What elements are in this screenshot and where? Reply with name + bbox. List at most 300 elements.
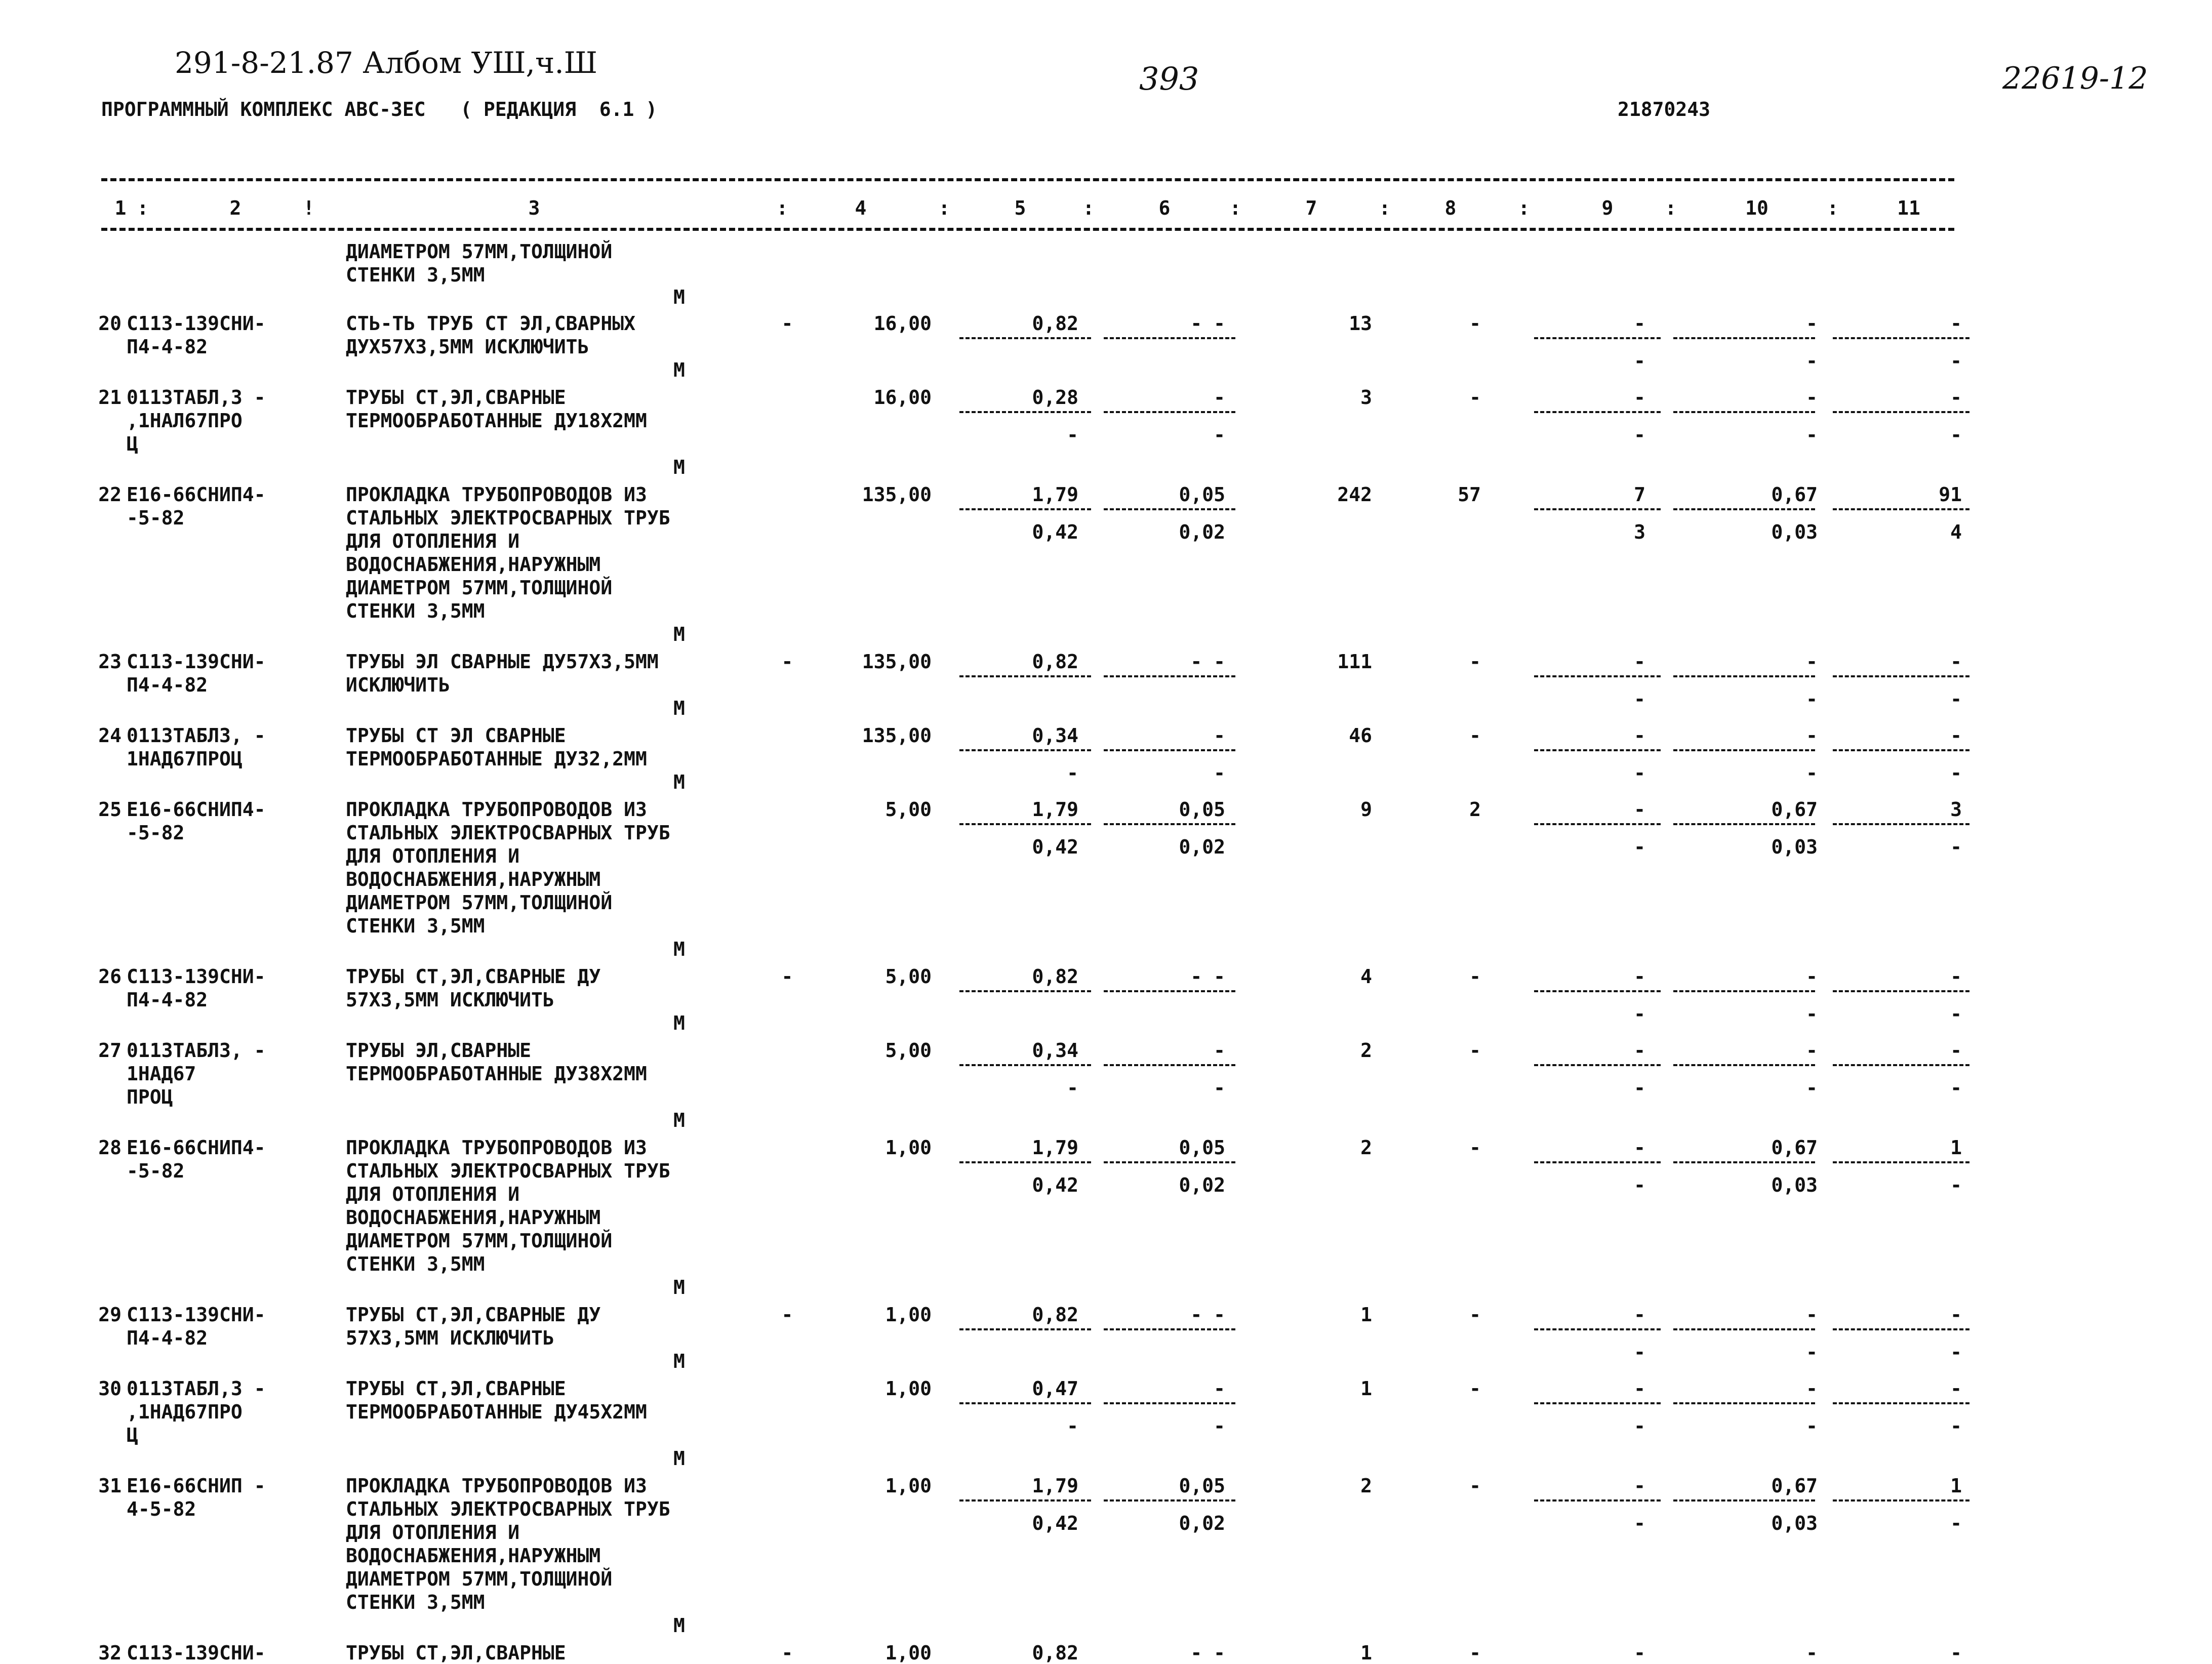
row-number: 22 (98, 483, 122, 506)
cell-divider (959, 675, 1091, 677)
resource-code: Е16-66СНИП4- (127, 1137, 266, 1159)
col-11-value: 1 (1950, 1475, 1962, 1497)
cell-divider (1534, 823, 1661, 825)
row-number: 26 (98, 965, 122, 988)
resource-code: 1НАД67ПРОЦ (127, 748, 243, 770)
work-description: ТЕРМООБРАБОТАННЫЕ ДУ38Х2ММ (346, 1063, 647, 1085)
sub-value-9: - (1634, 424, 1645, 446)
column-header-6: 6 (1158, 197, 1171, 219)
resource-code: ,1НАД67ПРО (127, 1401, 243, 1423)
work-description: ДЛЯ ОТОПЛЕНИЯ И (346, 845, 520, 867)
col-6-value: - - (1190, 312, 1225, 335)
work-description: ТРУБЫ СТ,ЭЛ,СВАРНЫЕ (346, 386, 566, 409)
row-number: 32 (98, 1642, 122, 1664)
work-description: ДЛЯ ОТОПЛЕНИЯ И (346, 1183, 520, 1205)
carry-unit: М (673, 286, 685, 308)
col-9-value: - (1634, 1039, 1645, 1062)
resource-code: С113-139СНИ- (127, 651, 266, 673)
sub-value-11: - (1950, 836, 1962, 858)
unit-of-measure: М (673, 938, 685, 960)
col-9-value: - (1634, 798, 1645, 821)
unit-price-value: 0,82 (1032, 1642, 1078, 1664)
col-11-value: - (1950, 1377, 1962, 1400)
resource-code: 0113ТАБЛ,3 - (127, 386, 266, 409)
col-10-value: 0,67 (1771, 483, 1818, 506)
col-11-value: 3 (1950, 798, 1962, 821)
work-description: ТЕРМООБРАБОТАННЫЕ ДУ45Х2ММ (346, 1401, 647, 1423)
resource-code: С113-139СНИ- (127, 1642, 266, 1664)
sub-value-6: 0,02 (1179, 521, 1225, 543)
col-11-value: 91 (1939, 483, 1962, 506)
row-number: 24 (98, 724, 122, 747)
resource-code: 4-5-82 (127, 1498, 196, 1520)
resource-code: С113-139СНИ- (127, 312, 266, 335)
sub-value-10: 0,03 (1771, 521, 1818, 543)
resource-code: П4-4-82 (127, 674, 208, 696)
cell-divider (1534, 1328, 1661, 1330)
unit-price-value: 1,79 (1032, 798, 1078, 821)
col-11-value: 1 (1950, 1137, 1962, 1159)
sub-value-5: - (1067, 1415, 1078, 1437)
cell-divider (1104, 675, 1235, 677)
sub-value-9: - (1634, 350, 1645, 372)
cell-divider (1833, 337, 1969, 339)
work-description: ТЕРМООБРАБОТАННЫЕ ДУ18Х2ММ (346, 410, 647, 432)
column-header-4: 4 (855, 197, 867, 219)
row-number: 27 (98, 1039, 122, 1062)
resource-code: -5-82 (127, 507, 185, 529)
work-description: ДИАМЕТРОМ 57ММ,ТОЛЩИНОЙ (346, 577, 613, 599)
row-number: 20 (98, 312, 122, 335)
cell-divider (1534, 675, 1661, 677)
col-8-value: - (1469, 1304, 1481, 1326)
work-description: СТЬ-ТЬ ТРУБ СТ ЭЛ,СВАРНЫХ (346, 312, 635, 335)
resource-code: С113-139СНИ- (127, 965, 266, 988)
col-8-value: - (1469, 1137, 1481, 1159)
col-10-value: - (1806, 1642, 1818, 1664)
cell-divider (1104, 337, 1235, 339)
sub-value-9: - (1634, 688, 1645, 710)
resource-code: Е16-66СНИП4- (127, 483, 266, 506)
cell-divider (1534, 990, 1661, 992)
column-header-5: 5 (1014, 197, 1026, 219)
cell-divider (1673, 508, 1815, 510)
carry-desc-line: СТЕНКИ 3,5ММ (346, 264, 485, 286)
cell-divider (1833, 1499, 1969, 1501)
col-3-value: - (781, 651, 793, 673)
cell-divider (1104, 411, 1235, 413)
cell-divider (1534, 411, 1661, 413)
col-3-value: - (781, 1304, 793, 1326)
quantity-value: 16,00 (873, 312, 932, 335)
row-number: 31 (98, 1475, 122, 1497)
col-6-value: - (1214, 386, 1225, 409)
col-8-value: - (1469, 1475, 1481, 1497)
cell-divider (959, 1328, 1091, 1330)
work-description: ДИАМЕТРОМ 57ММ,ТОЛЩИНОЙ (346, 891, 613, 914)
col-10-value: - (1806, 1304, 1818, 1326)
resource-code: П4-4-82 (127, 336, 208, 358)
sub-value-10: - (1806, 1341, 1818, 1363)
quantity-value: 135,00 (862, 483, 932, 506)
col-9-value: 7 (1634, 483, 1645, 506)
col-8-value: - (1469, 386, 1481, 409)
col-10-value: - (1806, 386, 1818, 409)
cell-divider (959, 1402, 1091, 1404)
cell-divider (1673, 1402, 1815, 1404)
sub-value-10: - (1806, 688, 1818, 710)
cell-divider (1833, 411, 1969, 413)
work-description: ВОДОСНАБЖЕНИЯ,НАРУЖНЫМ (346, 553, 601, 576)
cell-divider (959, 1499, 1091, 1501)
unit-price-value: 1,79 (1032, 1475, 1078, 1497)
work-description: СТЕНКИ 3,5ММ (346, 1591, 485, 1613)
quantity-value: 1,00 (885, 1304, 932, 1326)
column-separator: : (1827, 197, 1839, 219)
column-header-8: 8 (1444, 197, 1457, 219)
resource-code: Ц (127, 433, 138, 455)
cell-divider (1833, 1402, 1969, 1404)
unit-of-measure: М (673, 1012, 685, 1034)
col-6-value: - (1214, 1377, 1225, 1400)
col-8-value: - (1469, 1039, 1481, 1062)
work-description: ИСКЛЮЧИТЬ (346, 674, 450, 696)
cell-divider (959, 1161, 1091, 1163)
col-9-value: - (1634, 724, 1645, 747)
sub-value-10: - (1806, 1003, 1818, 1025)
sub-value-5: 0,42 (1032, 1512, 1078, 1534)
cell-divider (1833, 1064, 1969, 1066)
row-number: 29 (98, 1304, 122, 1326)
col-6-value: - - (1190, 965, 1225, 988)
sub-value-6: - (1214, 1415, 1225, 1437)
total-value: 46 (1349, 724, 1372, 747)
col-9-value: - (1634, 312, 1645, 335)
row-number: 25 (98, 798, 122, 821)
column-header-3: 3 (528, 197, 540, 219)
unit-of-measure: М (673, 1350, 685, 1372)
sub-value-11: - (1950, 350, 1962, 372)
sub-value-9: - (1634, 1077, 1645, 1099)
work-description: ТЕРМООБРАБОТАННЫЕ ДУ32,2ММ (346, 748, 647, 770)
sub-value-11: - (1950, 1077, 1962, 1099)
cell-divider (1534, 508, 1661, 510)
unit-price-value: 0,34 (1032, 724, 1078, 747)
program-code: 21870243 (1618, 98, 1711, 120)
cell-divider (959, 508, 1091, 510)
work-description: ПРОКЛАДКА ТРУБОПРОВОДОВ ИЗ (346, 483, 647, 506)
sub-value-6: - (1214, 1077, 1225, 1099)
col-10-value: - (1806, 1377, 1818, 1400)
col-8-value: 2 (1469, 798, 1481, 821)
work-description: СТЕНКИ 3,5ММ (346, 1253, 485, 1275)
col-8-value: - (1469, 651, 1481, 673)
work-description: ВОДОСНАБЖЕНИЯ,НАРУЖНЫМ (346, 1206, 601, 1229)
col-10-value: - (1806, 724, 1818, 747)
column-header-2: 2 (229, 197, 242, 219)
col-6-value: 0,05 (1179, 483, 1225, 506)
quantity-value: 16,00 (873, 386, 932, 409)
resource-code: 1НАД67 (127, 1063, 196, 1085)
cell-divider (1534, 1402, 1661, 1404)
col-8-value: - (1469, 312, 1481, 335)
col-8-value: - (1469, 1642, 1481, 1664)
unit-price-value: 1,79 (1032, 483, 1078, 506)
sub-value-10: 0,03 (1771, 1512, 1818, 1534)
sub-value-6: 0,02 (1179, 1512, 1225, 1534)
row-number: 21 (98, 386, 122, 409)
work-description: ПРОКЛАДКА ТРУБОПРОВОДОВ ИЗ (346, 798, 647, 821)
unit-of-measure: М (673, 1276, 685, 1298)
unit-price-value: 0,47 (1032, 1377, 1078, 1400)
row-number: 28 (98, 1137, 122, 1159)
work-description: ВОДОСНАБЖЕНИЯ,НАРУЖНЫМ (346, 868, 601, 890)
work-description: ПРОКЛАДКА ТРУБОПРОВОДОВ ИЗ (346, 1475, 647, 1497)
work-description: СТАЛЬНЫХ ЭЛЕКТРОСВАРНЫХ ТРУБ (346, 1498, 670, 1520)
quantity-value: 1,00 (885, 1377, 932, 1400)
sub-value-5: - (1067, 1077, 1078, 1099)
sub-value-11: - (1950, 688, 1962, 710)
unit-price-value: 0,82 (1032, 1304, 1078, 1326)
cell-divider (1673, 749, 1815, 751)
col-6-value: - - (1190, 1642, 1225, 1664)
resource-code: П4-4-82 (127, 1327, 208, 1349)
sub-value-9: - (1634, 1341, 1645, 1363)
resource-code: 0113ТАБЛ3, - (127, 724, 266, 747)
cell-divider (1833, 990, 1969, 992)
col-11-value: - (1950, 965, 1962, 988)
resource-code: -5-82 (127, 1160, 185, 1182)
unit-price-value: 0,82 (1032, 651, 1078, 673)
unit-of-measure: М (673, 771, 685, 793)
sub-value-11: - (1950, 1341, 1962, 1363)
sub-value-5: - (1067, 424, 1078, 446)
col-11-value: - (1950, 1642, 1962, 1664)
cell-divider (1534, 1064, 1661, 1066)
total-value: 3 (1360, 386, 1372, 409)
column-header-10: 10 (1745, 197, 1768, 219)
quantity-value: 1,00 (885, 1137, 932, 1159)
work-description: СТАЛЬНЫХ ЭЛЕКТРОСВАРНЫХ ТРУБ (346, 1160, 670, 1182)
col-6-value: 0,05 (1179, 1475, 1225, 1497)
page-number: 393 (1139, 60, 1199, 97)
sub-value-9: 3 (1634, 521, 1645, 543)
col-9-value: - (1634, 386, 1645, 409)
sub-value-11: - (1950, 1003, 1962, 1025)
cell-divider (1673, 675, 1815, 677)
cell-divider (1104, 1161, 1235, 1163)
sub-value-10: - (1806, 424, 1818, 446)
sub-value-5: 0,42 (1032, 1174, 1078, 1196)
resource-code: Е16-66СНИП4- (127, 798, 266, 821)
work-description: 57Х3,5ММ ИСКЛЮЧИТЬ (346, 1327, 554, 1349)
sub-value-11: - (1950, 762, 1962, 784)
sub-value-11: - (1950, 1512, 1962, 1534)
sub-value-6: 0,02 (1179, 836, 1225, 858)
col-6-value: - (1214, 1039, 1225, 1062)
row-number: 30 (98, 1377, 122, 1400)
cell-divider (1673, 1064, 1815, 1066)
total-value: 1 (1360, 1304, 1372, 1326)
cell-divider (1104, 823, 1235, 825)
col-9-value: - (1634, 965, 1645, 988)
sub-value-6: - (1214, 424, 1225, 446)
carry-desc-line: ДИАМЕТРОМ 57ММ,ТОЛЩИНОЙ (346, 240, 613, 263)
work-description: ДЛЯ ОТОПЛЕНИЯ И (346, 530, 520, 552)
work-description: ТРУБЫ СТ,ЭЛ,СВАРНЫЕ ДУ (346, 965, 601, 988)
col-8-value: 57 (1458, 483, 1481, 506)
col-6-value: 0,05 (1179, 1137, 1225, 1159)
unit-of-measure: М (673, 1614, 685, 1637)
col-10-value: - (1806, 651, 1818, 673)
doc-reference: 291-8-21.87 Албом УШ,ч.Ш (175, 46, 597, 80)
sub-value-10: - (1806, 1415, 1818, 1437)
total-value: 9 (1360, 798, 1372, 821)
column-separator: : (1082, 197, 1095, 219)
quantity-value: 1,00 (885, 1475, 932, 1497)
sub-value-10: - (1806, 762, 1818, 784)
cell-divider (1534, 1499, 1661, 1501)
cell-divider (959, 990, 1091, 992)
sub-value-9: - (1634, 1415, 1645, 1437)
col-6-value: - - (1190, 1304, 1225, 1326)
col-10-value: 0,67 (1771, 1137, 1818, 1159)
work-description: СТАЛЬНЫХ ЭЛЕКТРОСВАРНЫХ ТРУБ (346, 507, 670, 529)
sub-value-11: 4 (1950, 521, 1962, 543)
col-11-value: - (1950, 724, 1962, 747)
col-9-value: - (1634, 1642, 1645, 1664)
cell-divider (1673, 337, 1815, 339)
cell-divider (1833, 1328, 1969, 1330)
col-8-value: - (1469, 1377, 1481, 1400)
col-11-value: - (1950, 312, 1962, 335)
unit-of-measure: М (673, 1109, 685, 1131)
quantity-value: 135,00 (862, 724, 932, 747)
cell-divider (1104, 1499, 1235, 1501)
sub-value-10: 0,03 (1771, 1174, 1818, 1196)
cell-divider (1534, 749, 1661, 751)
cell-divider (1673, 990, 1815, 992)
cell-divider (1833, 675, 1969, 677)
quantity-value: 5,00 (885, 798, 932, 821)
resource-code: -5-82 (127, 822, 185, 844)
cell-divider (959, 411, 1091, 413)
work-description: ТРУБЫ ЭЛ СВАРНЫЕ ДУ57Х3,5ММ (346, 651, 659, 673)
work-description: ТРУБЫ СТ ЭЛ СВАРНЫЕ (346, 724, 566, 747)
quantity-value: 5,00 (885, 965, 932, 988)
column-header-1: 1 (114, 197, 127, 219)
col-9-value: - (1634, 1377, 1645, 1400)
resource-code: П4-4-82 (127, 989, 208, 1011)
quantity-value: 5,00 (885, 1039, 932, 1062)
unit-price-value: 0,82 (1032, 965, 1078, 988)
work-description: ВОДОСНАБЖЕНИЯ,НАРУЖНЫМ (346, 1545, 601, 1567)
table-top-rule (101, 178, 1954, 181)
resource-code: ,1НАЛ67ПРО (127, 410, 243, 432)
sub-value-9: - (1634, 1512, 1645, 1534)
resource-code: 0113ТАБЛ3, - (127, 1039, 266, 1062)
sub-value-10: - (1806, 1077, 1818, 1099)
unit-of-measure: М (673, 1447, 685, 1470)
column-separator: : (1229, 197, 1241, 219)
column-header-11: 11 (1897, 197, 1920, 219)
cell-divider (1833, 1161, 1969, 1163)
resource-code: С113-139СНИ- (127, 1304, 266, 1326)
work-description: ТРУБЫ СТ,ЭЛ,СВАРНЫЕ (346, 1642, 566, 1664)
unit-price-value: 0,34 (1032, 1039, 1078, 1062)
cell-divider (1673, 1328, 1815, 1330)
col-10-value: - (1806, 312, 1818, 335)
sub-value-11: - (1950, 1415, 1962, 1437)
sub-value-5: 0,42 (1032, 521, 1078, 543)
col-3-value: - (781, 1642, 793, 1664)
work-description: СТАЛЬНЫХ ЭЛЕКТРОСВАРНЫХ ТРУБ (346, 822, 670, 844)
cell-divider (1833, 823, 1969, 825)
total-value: 4 (1360, 965, 1372, 988)
cell-divider (959, 337, 1091, 339)
cell-divider (1673, 1161, 1815, 1163)
total-value: 111 (1337, 651, 1372, 673)
sub-value-9: - (1634, 1003, 1645, 1025)
col-9-value: - (1634, 1304, 1645, 1326)
column-separator: : (137, 197, 149, 219)
col-6-value: 0,05 (1179, 798, 1225, 821)
col-11-value: - (1950, 1039, 1962, 1062)
cell-divider (1833, 749, 1969, 751)
cell-divider (1673, 823, 1815, 825)
total-value: 2 (1360, 1475, 1372, 1497)
col-10-value: - (1806, 1039, 1818, 1062)
quantity-value: 135,00 (862, 651, 932, 673)
resource-code: Ц (127, 1424, 138, 1446)
work-description: СТЕНКИ 3,5ММ (346, 600, 485, 622)
cell-divider (1104, 990, 1235, 992)
column-separator: : (1665, 197, 1677, 219)
work-description: СТЕНКИ 3,5ММ (346, 915, 485, 937)
cell-divider (959, 1064, 1091, 1066)
sub-value-9: - (1634, 836, 1645, 858)
cell-divider (1833, 508, 1969, 510)
resource-code: 0113ТАБЛ,3 - (127, 1377, 266, 1400)
col-9-value: - (1634, 1475, 1645, 1497)
column-header-7: 7 (1305, 197, 1317, 219)
col-11-value: - (1950, 386, 1962, 409)
program-title: ПРОГРАММНЫЙ КОМПЛЕКС АВС-3ЕС ( РЕДАКЦИЯ 6.1 ) (101, 98, 658, 120)
unit-of-measure: М (673, 623, 685, 645)
work-description: ТРУБЫ СТ,ЭЛ,СВАРНЫЕ ДУ (346, 1304, 601, 1326)
col-11-value: - (1950, 1304, 1962, 1326)
col-3-value: - (781, 312, 793, 335)
sub-value-9: - (1634, 1174, 1645, 1196)
unit-of-measure: М (673, 697, 685, 719)
work-description: 57Х3,5ММ ИСКЛЮЧИТЬ (346, 989, 554, 1011)
col-10-value: 0,67 (1771, 798, 1818, 821)
total-value: 2 (1360, 1137, 1372, 1159)
cell-divider (1534, 1161, 1661, 1163)
cell-divider (1104, 749, 1235, 751)
column-header-9: 9 (1601, 197, 1614, 219)
col-6-value: - (1214, 724, 1225, 747)
col-10-value: - (1806, 965, 1818, 988)
unit-of-measure: М (673, 456, 685, 478)
unit-price-value: 0,82 (1032, 312, 1078, 335)
total-value: 1 (1360, 1377, 1372, 1400)
work-description: ДУХ57Х3,5ММ ИСКЛЮЧИТЬ (346, 336, 589, 358)
work-description: ТРУБЫ ЭЛ,СВАРНЫЕ (346, 1039, 532, 1062)
cell-divider (959, 823, 1091, 825)
column-separator: : (1518, 197, 1530, 219)
cell-divider (1104, 1402, 1235, 1404)
